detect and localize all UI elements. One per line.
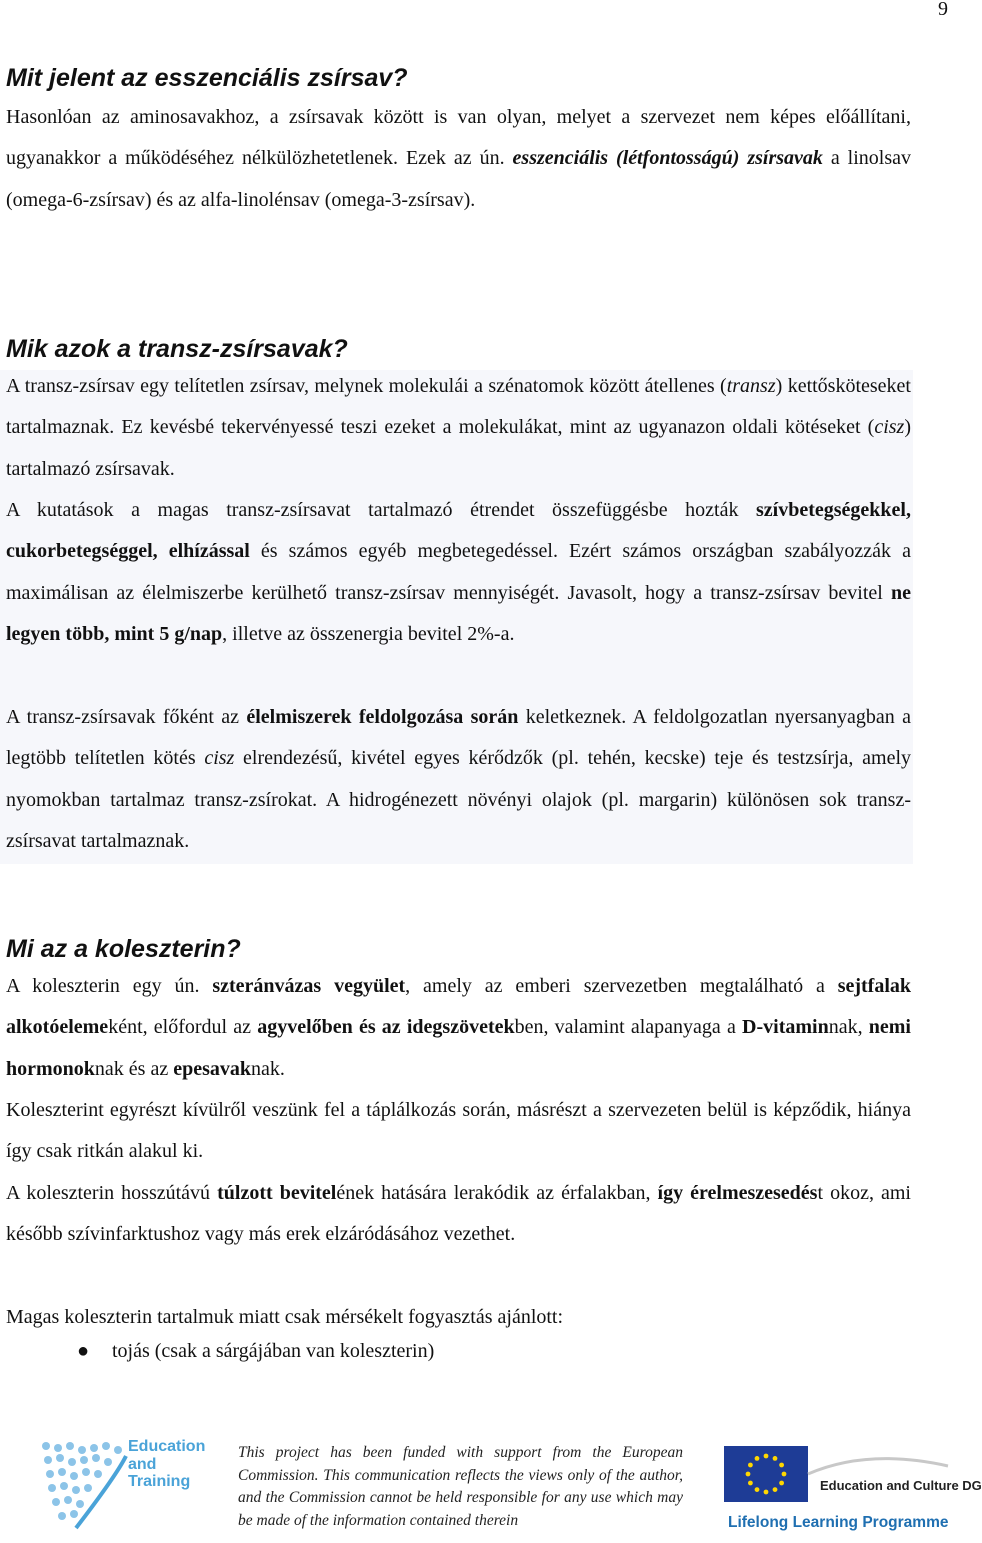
paragraph-cholesterol-excess	[6, 1173, 911, 1256]
text: A transz-zsírsav egy telítetlen zsírsav, melynek molekulái a szénatomok között átellenes (	[6, 375, 727, 397]
dg-label: Education and Culture DG	[820, 1478, 982, 1493]
text: ben, valamint alapanyaga a	[514, 1016, 743, 1039]
swoosh-icon	[808, 1452, 948, 1478]
paragraph-trans-definition	[6, 366, 911, 490]
text: nak.	[251, 1057, 285, 1080]
text: elrendezésű, kivétel egyes kérődzők (pl. tehén, kecske) teje és testzsírja, amely nyomokban tartalmaz transz-zsírokat. A hidrogénezett növényi olajok (pl. margarin) különösen sok transz-zsírsavat tartalmaznak.	[6, 747, 912, 853]
paragraph-essential-fatty-acid	[6, 97, 911, 221]
paragraph-cholesterol-definition	[6, 966, 911, 1090]
text: , illetve az összenergia bevitel 2%-a.	[222, 623, 515, 646]
bold-excess-intake: túlzott bevitel	[217, 1182, 337, 1204]
list-item	[0, 1340, 434, 1363]
paragraph-cholesterol-sources: Koleszterint egyrészt kívülről veszünk fel a táplálkozás során, másrészt a szervezeten belül is képződik, hiánya így csak ritkán alakul ki.	[6, 1099, 911, 1163]
text: nak,	[828, 1016, 869, 1039]
text: ) kettősköteseket tartalmaznak. Ez kevésbé tekervényessé teszi ezeket a molekulákat, mint az ugyanazon oldali kötéseket (	[6, 375, 911, 439]
text: keletkeznek. A feldolgozatlan nyersanyagban a legtöbb telítetlen kötés	[6, 706, 912, 770]
education-training-logo-text	[128, 1438, 218, 1491]
text: A transz-zsírsavak főként az	[6, 706, 247, 728]
paragraph-trans-research	[6, 490, 911, 656]
text: Hasonlóan az aminosavakhoz, a zsírsavak között is van olyan, melyet a szervezet nem képes előállítani, ugyanakkor a működéséhez nélkülözhetetlenek. Ezek az ún.	[6, 106, 911, 170]
italic-term-cisz: cisz	[204, 747, 235, 770]
funding-disclaimer: This project has been funded with support from the European Commission. This communication reflects the views only of the author, and the Commission cannot be held responsible for any use which may be made of the information contained therein	[238, 1444, 683, 1529]
eu-lifelong-learning-logo	[724, 1446, 982, 1540]
text: és számos egyéb megbetegedéssel. Ezért számos országban szabályozzák a maximálisan az élelmiszerbe kerülhető transz-zsírsav mennyiségét. Javasolt, hogy a transz-zsírsav bevitel	[6, 540, 912, 604]
heading-cholesterol: Mi az a koleszterin?	[6, 935, 241, 963]
italic-term-transz: transz	[726, 375, 776, 397]
heading-trans-fatty-acids: Mik azok a transz-zsírsavak?	[6, 335, 348, 363]
bold-sex-hormones: nemi hormonok	[6, 1016, 911, 1080]
bold-atherosclerosis: így érelmeszesedés	[657, 1182, 818, 1204]
text: a linolsav (omega-6-zsírsav) és az alfa-linolénsav (omega-3-zsírsav).	[6, 147, 911, 211]
paragraph-trans-origin	[6, 697, 911, 863]
text: ként, előfordul az	[108, 1016, 258, 1039]
text: A koleszterin hosszútávú	[6, 1182, 218, 1204]
list-item-text: tojás (csak a sárgájában van koleszterin)	[112, 1340, 435, 1362]
paragraph-moderate-consumption: Magas koleszterin tartalmuk miatt csak mérsékelt fogyasztás ajánlott:	[6, 1306, 564, 1328]
text: ének hatására lerakódik az érfalakban,	[336, 1182, 658, 1204]
bold-vitamin-d: D-vitamin	[742, 1016, 829, 1039]
bullet-list	[0, 1340, 434, 1363]
emphasis-essential-fatty-acids: esszenciális (létfontosságú) zsírsavak	[512, 147, 823, 170]
logo-text-line: and	[128, 1455, 157, 1473]
logo-text-line: Education	[128, 1438, 206, 1455]
text: A koleszterin egy ún.	[6, 975, 213, 997]
heading-essential-fatty-acid: Mit jelent az esszenciális zsírsav?	[6, 64, 408, 92]
eu-flag-icon	[724, 1446, 808, 1502]
bold-sterane: szteránvázas vegyület	[212, 975, 406, 997]
program-label: Lifelong Learning Programme	[728, 1514, 949, 1531]
text: nak és az	[94, 1057, 174, 1080]
bold-diseases: szívbetegségekkel, cukorbetegséggel, elhízással	[6, 499, 911, 563]
text: t okoz, ami később szívinfarktushoz vagy más erek elzáródásához vezethet.	[6, 1182, 911, 1246]
bold-brain-nerve: agyvelőben és az idegszövetek	[257, 1016, 515, 1039]
bullet-icon: ●	[77, 1340, 90, 1362]
bold-bile-acids: epesavak	[173, 1057, 251, 1080]
page-number: 9	[938, 0, 948, 20]
bold-food-processing: élelmiszerek feldolgozása során	[246, 706, 519, 728]
text: , amely az emberi szervezetben megtalálható a	[405, 975, 838, 997]
bold-cell-walls: sejtfalak alkotóeleme	[6, 975, 912, 1039]
text: ) tartalmazó zsírsavak.	[6, 416, 911, 480]
bold-intake-limit: ne legyen több, mint 5 g/nap	[6, 581, 911, 646]
logo-text-line: Training	[128, 1473, 191, 1490]
text: A kutatások a magas transz-zsírsavat tartalmazó étrendet összefüggésbe hozták	[6, 499, 757, 521]
italic-term-cisz: cisz	[874, 416, 905, 439]
